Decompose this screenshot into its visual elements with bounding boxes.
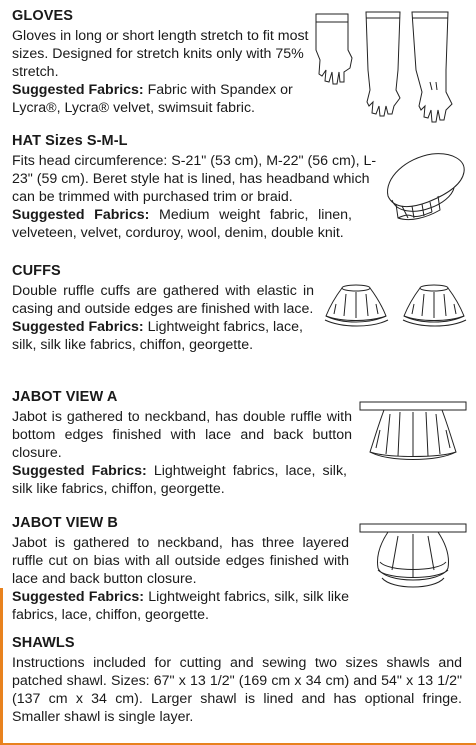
gloves-description (12, 27, 312, 117)
accent-bar (0, 588, 3, 745)
jabot-a-fabrics-label: Suggested Fabrics: (12, 463, 147, 479)
hat-illustration-icon (382, 148, 468, 230)
cuffs-description: Double ruffle cuffs are gathered with elastic in casing and outside edges are finished with lace. (12, 283, 314, 317)
jabot-a-fabrics: Lightweight fabrics, lace, silk, silk like fabrics, chiffon, georgette. (12, 463, 347, 497)
cuffs-fabrics: Lightweight fabrics, lace, silk, silk like fabrics, chiffon, georgette. (12, 319, 303, 353)
jabot-a-illustration-icon (358, 400, 468, 464)
gloves-heading: GLOVES (12, 8, 74, 24)
gloves-body: Gloves in long or short length stretch to fit most sizes. Designed for stretch knits only with 75% stretch. (12, 28, 309, 80)
cuffs-heading: CUFFS (12, 263, 61, 279)
cuffs-fabrics-label: Suggested Fabrics: (12, 319, 144, 335)
cuffs-illustration-icon (322, 282, 470, 328)
jabot-b-section (12, 514, 349, 624)
shawls-heading: SHAWLS (12, 635, 75, 651)
jabot-a-description: Jabot is gathered to neckband, has double ruffle with bottom edges finished with lace and back button closure. (12, 409, 352, 461)
jabot-a-section (12, 388, 352, 498)
jabot-b-fabrics: Lightweight fabrics, silk, silk like fabrics, lace, chiffon, georgette. (12, 589, 349, 623)
cuffs-section (12, 262, 314, 354)
hat-fabrics-label: Suggested Fabrics: (12, 207, 150, 223)
jabot-a-fabrics-line (12, 462, 347, 498)
hat-heading: HAT Sizes S-M-L (12, 133, 128, 149)
jabot-b-description: Jabot is gathered to neckband, has three layered ruffle cut on bias with all outside edges finished with lace and back button closure. (12, 535, 349, 587)
shawls-section (12, 634, 462, 726)
jabot-b-illustration-icon (358, 522, 468, 594)
gloves-section (12, 7, 312, 117)
gloves-fabrics-label: Suggested Fabrics: (12, 82, 144, 98)
jabot-a-heading: JABOT VIEW A (12, 389, 118, 405)
gloves-illustration-icon (310, 10, 468, 130)
jabot-b-fabrics-line (12, 588, 349, 624)
hat-description: Fits head circumference: S-21" (53 cm), M-22" (56 cm), L-23" (59 cm). Beret style hat is lined, has headband which can be trimmed with purchased trim or braid. (12, 153, 377, 205)
shawls-description: Instructions included for cutting and sewing two sizes shawls and patched shawl. Sizes: 67" x 13 1/2" (169 cm x 34 cm) and 54" x 13 1/2" (137 cm x 34 cm). Larger shawl is lined and has optional fringe. Smaller shawl is single layer. (12, 655, 462, 725)
jabot-b-heading: JABOT VIEW B (12, 515, 118, 531)
jabot-b-fabrics-label: Suggested Fabrics: (12, 589, 144, 605)
gloves-fabrics: Fabric with Spandex or Lycra®, Lycra® velvet, swimsuit fabric. (12, 82, 293, 116)
hat-fabrics-line (12, 206, 352, 242)
hat-fabrics: Medium weight fabric, linen, velveteen, velvet, corduroy, wool, denim, double knit. (12, 207, 352, 241)
cuffs-fabrics-line (12, 318, 314, 354)
